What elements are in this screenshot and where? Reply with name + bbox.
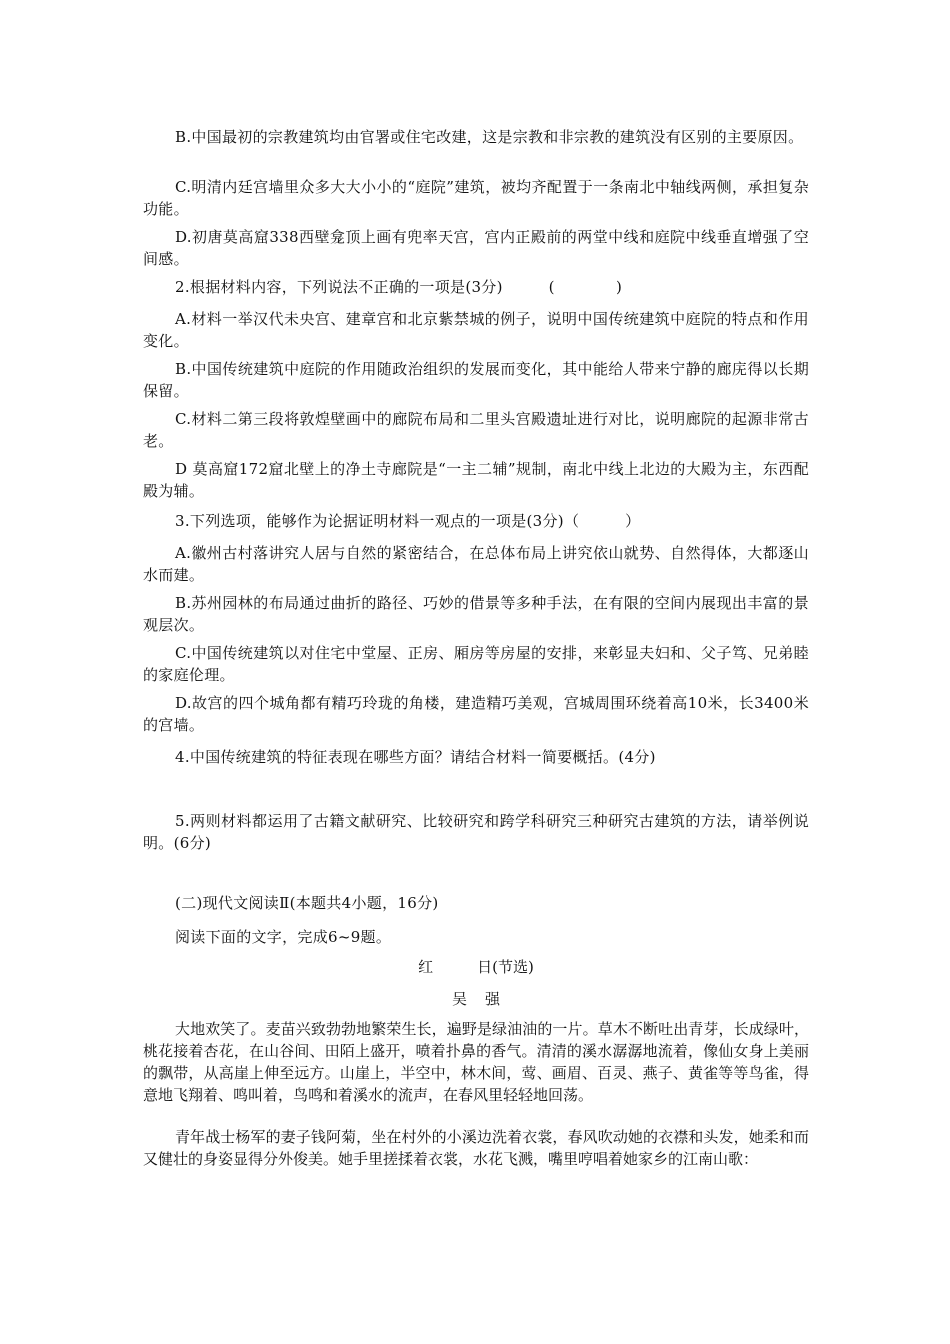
q2-option-c: C.材料二第三段将敦煌壁画中的廊院布局和二里头宫殿遗址进行对比，说明廊院的起源非常古老。 (143, 410, 809, 450)
q3-option-a: A.徽州古村落讲究人居与自然的紧密结合，在总体布局上讲究依山就势、自然得体，大都逐山水而建。 (143, 544, 809, 584)
q3-option-b: B.苏州园林的布局通过曲折的路径、巧妙的借景等多种手法，在有限的空间内展现出丰富的景观层次。 (143, 594, 809, 634)
q1-option-c: C.明清内廷宫墙里众多大大小小的“庭院”建筑，被均齐配置于一条南北中轴线两侧，承担复杂功能。 (143, 178, 809, 218)
story-title (143, 956, 809, 978)
q2-stem: 2.根据材料内容，下列说法不正确的一项是(3分) ( ) (175, 278, 623, 296)
story-author-part2: 强 (485, 990, 501, 1008)
q3-option-c: C.中国传统建筑以对住宅中堂屋、正房、厢房等房屋的安排，来彰显夫妇和、父子笃、兄弟睦的家庭伦理。 (143, 644, 809, 684)
q3-option-d: D.故宫的四个城角都有精巧玲珑的角楼，建造精巧美观，宫城周围环绕着高10米，长3400米的宫墙。 (143, 694, 809, 734)
q5-stem: 5.两则材料都运用了古籍文献研究、比较研究和跨学科研究三种研究古建筑的方法，请举例说明。(6分) (143, 812, 809, 852)
q4-stem: 4.中国传统建筑的特征表现在哪些方面？请结合材料一简要概括。(4分) (175, 748, 656, 766)
story-title-part2: 日(节选) (477, 958, 534, 976)
q3-stem: 3.下列选项，能够作为论据证明材料一观点的一项是(3分)（ ） (175, 512, 641, 530)
q1-option-d: D.初唐莫高窟338西壁龛顶上画有兜率天宫，宫内正殿前的两堂中线和庭院中线垂直增强了空间感。 (143, 228, 809, 268)
q2-option-a: A.材料一举汉代未央宫、建章宫和北京紫禁城的例子，说明中国传统建筑中庭院的特点和作用变化。 (143, 310, 809, 350)
story-author-part1: 吴 (451, 990, 467, 1008)
story-paragraph-1: 大地欢笑了。麦苗兴致勃勃地繁荣生长，遍野是绿油油的一片。草木不断吐出青芽，长成绿叶，桃花接着杏花，在山谷间、田陌上盛开，喷着扑鼻的香气。清清的溪水潺潺地流着，像仙女身上美丽的飘带，从高崖上伸至远方。山崖上，半空中，林木间，莺、画眉、百灵、燕子、黄雀等等鸟雀，得意地飞翔着、鸣叫着，鸟鸣和着溪水的流声，在春风里轻轻地回荡。 (143, 1020, 809, 1104)
story-paragraph-2: 青年战士杨军的妻子钱阿菊，坐在村外的小溪边洗着衣裳，春风吹动她的衣襟和头发，她柔和而又健壮的身姿显得分外俊美。她手里搓揉着衣裳，水花飞溅，嘴里哼唱着她家乡的江南山歌： (143, 1128, 809, 1168)
section2-heading: (二)现代文阅读Ⅱ(本题共4小题，16分) (175, 894, 439, 912)
story-author (143, 988, 809, 1010)
story-title-part1: 红 (418, 958, 434, 976)
section2-instruction: 阅读下面的文字，完成6~9题。 (175, 928, 392, 946)
q2-option-b: B.中国传统建筑中庭院的作用随政治组织的发展而变化，其中能给人带来宁静的廊庑得以长期保留。 (143, 360, 809, 400)
q2-option-d: D 莫高窟172窟北壁上的净土寺廊院是“一主二辅”规制，南北中线上北边的大殿为主，东西配殿为辅。 (143, 460, 809, 500)
q1-option-b: B.中国最初的宗教建筑均由官署或住宅改建，这是宗教和非宗教的建筑没有区别的主要原因。 (175, 128, 804, 146)
